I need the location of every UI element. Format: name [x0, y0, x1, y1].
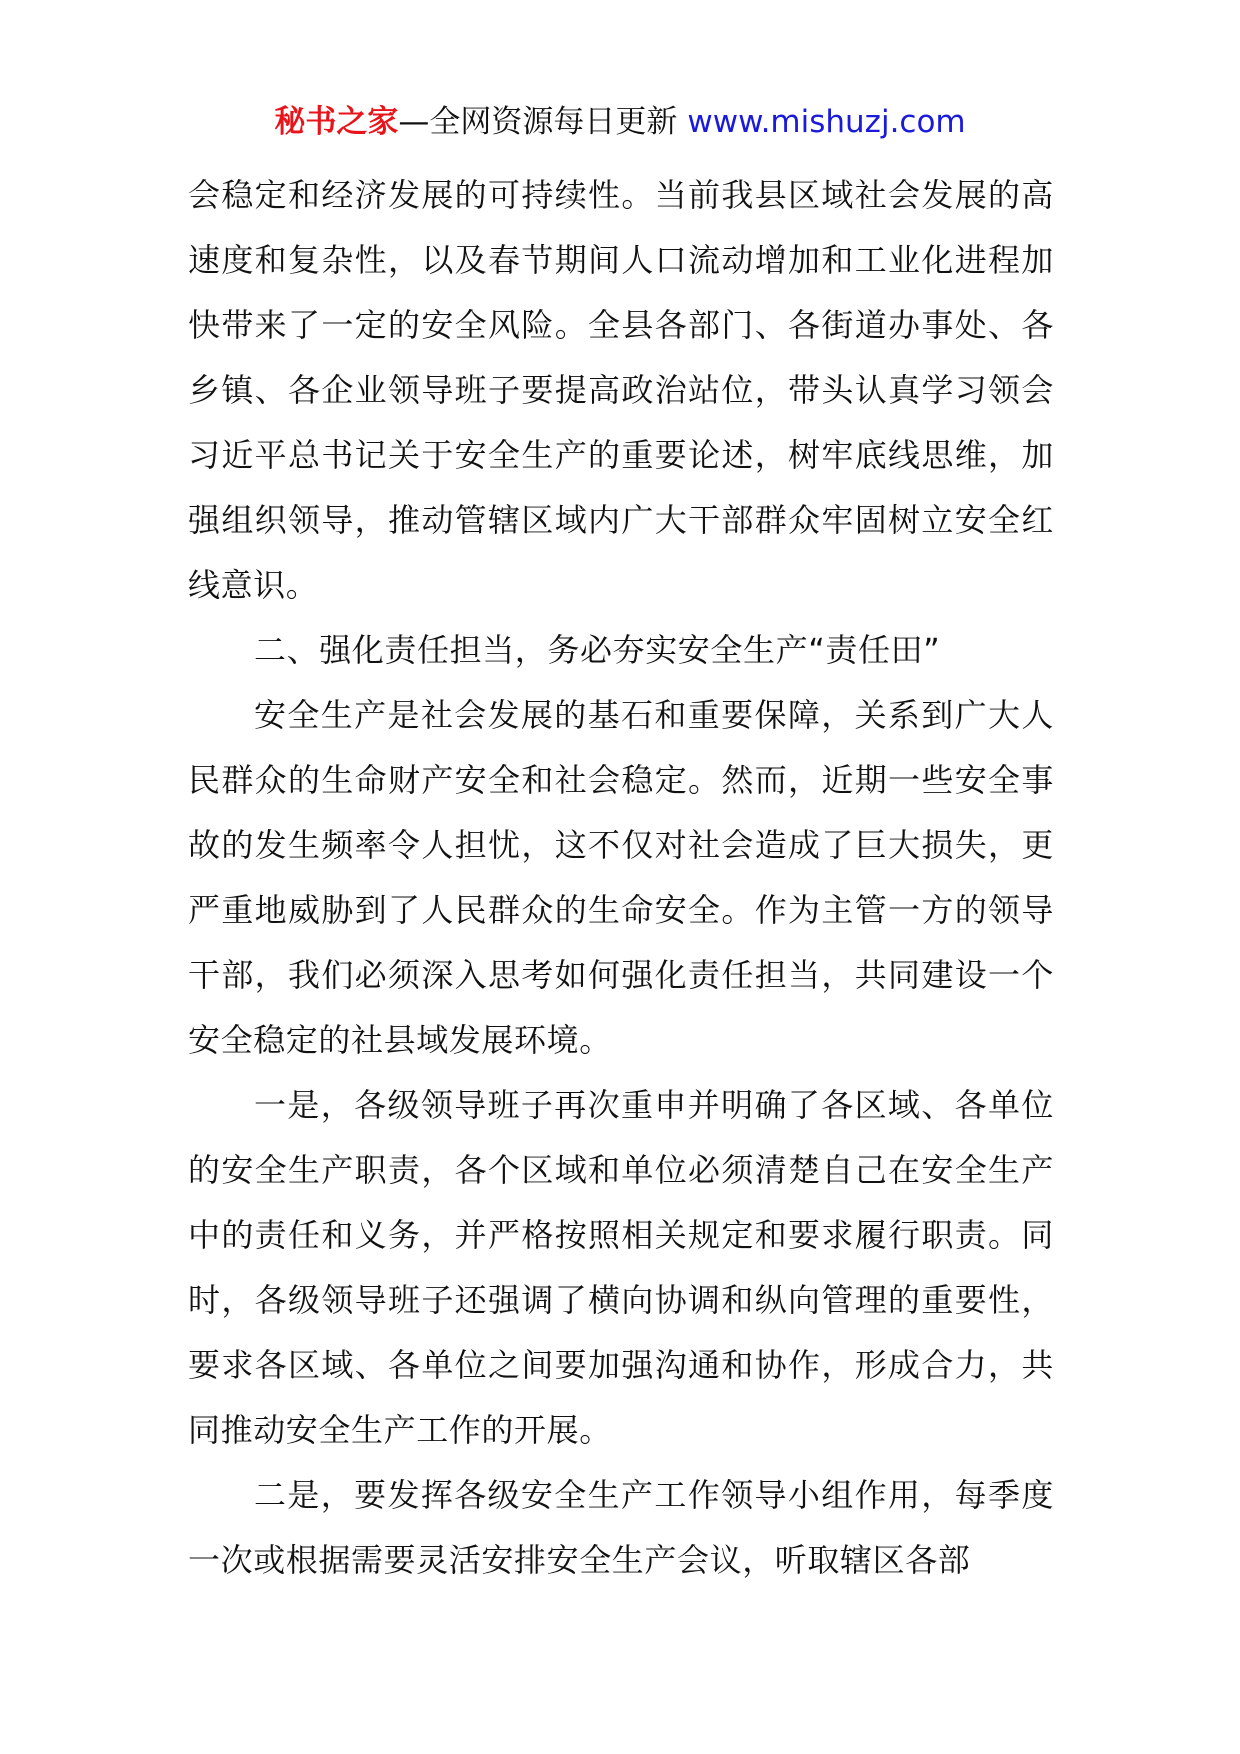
brand-name: 秘书之家 — [274, 104, 399, 140]
section-heading-2: 二、强化责任担当，务必夯实安全生产“责任田” — [254, 631, 941, 669]
site-url-link[interactable]: www.mishuzj.com — [687, 104, 966, 140]
paragraph-point-two: 二是，要发挥各级安全生产工作领导小组作用，每季度一次或根据需要灵活安排安全生产会议，听取辖区各部 — [188, 1476, 1054, 1579]
header-tagline: —全网资源每日更新 — [398, 104, 678, 140]
paragraph-continuation: 会稳定和经济发展的可持续性。当前我县区域社会发展的高速度和复杂性，以及春节期间人口流动增加和工业化进程加快带来了一定的安全风险。全县各部门、各街道办事处、各乡镇、各企业领导班子要提高政治站位，带头认真学习领会习近平总书记关于安全生产的重要论述，树牢底线思维，加强组织领导，推动管辖区域内广大干部群众牢固树立安全红线意识。 — [188, 176, 1054, 604]
document-body — [188, 163, 1054, 1593]
site-header — [0, 100, 1240, 144]
paragraph-safety-importance: 安全生产是社会发展的基石和重要保障，关系到广大人民群众的生命财产安全和社会稳定。然而，近期一些安全事故的发生频率令人担忧，这不仅对社会造成了巨大损失，更严重地威胁到了人民群众的生命安全。作为主管一方的领导干部，我们必须深入思考如何强化责任担当，共同建设一个安全稳定的社县域发展环境。 — [188, 696, 1054, 1059]
paragraph-point-one: 一是，各级领导班子再次重申并明确了各区域、各单位的安全生产职责，各个区域和单位必须清楚自己在安全生产中的责任和义务，并严格按照相关规定和要求履行职责。同时，各级领导班子还强调了横向协调和纵向管理的重要性，要求各区域、各单位之间要加强沟通和协作，形成合力，共同推动安全生产工作的开展。 — [188, 1086, 1054, 1449]
